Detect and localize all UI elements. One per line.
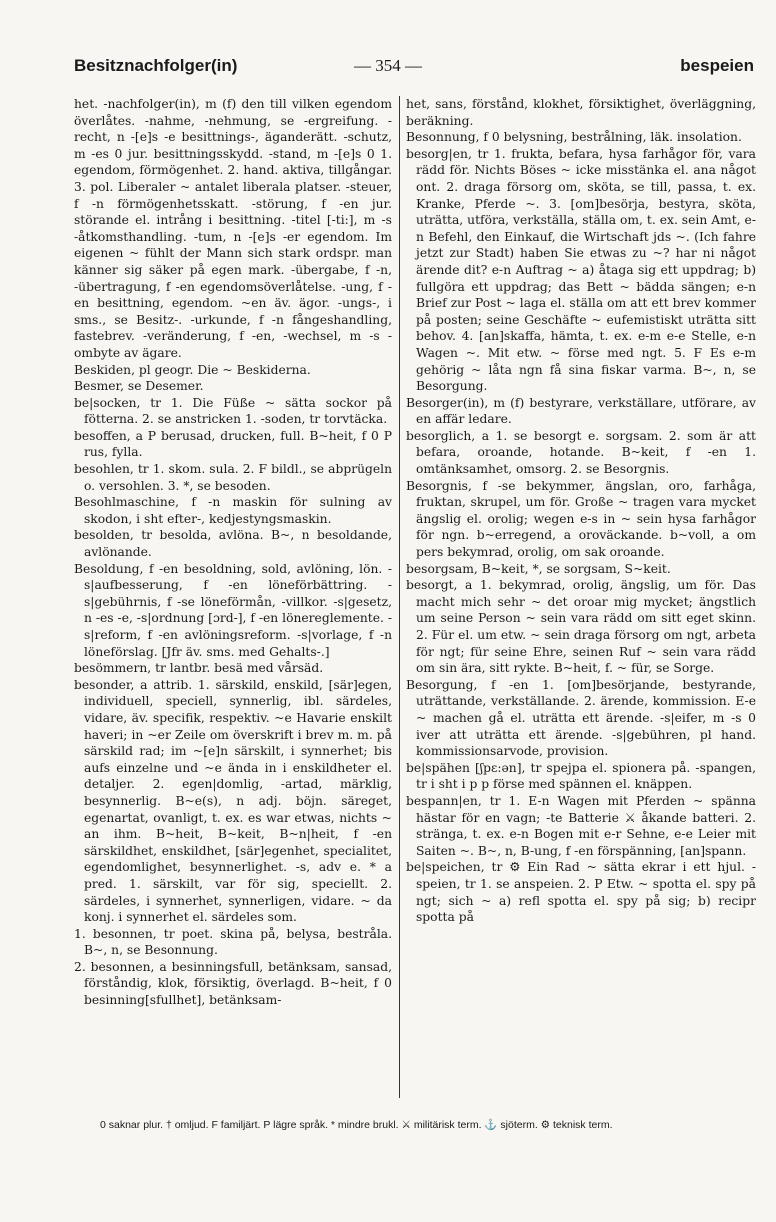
entry: be|socken, tr 1. Die Füße ~ sätta sockor på fötterna. 2. se anstricken 1. -soden, tr torvtäcka. <box>74 395 392 427</box>
entry: be|speichen, tr ⚙ Ein Rad ~ sätta ekrar i ett hjul. -speien, tr 1. se anspeien. 2. P Etw. ~ spotta el. spy på ngt; sich ~ a) refl spotta el. spy på sig; b) recipr spotta på <box>406 860 756 925</box>
entry: Besoldung, f -en besoldning, sold, avlöning, lön. -s|aufbesserung, f -en löneförbättring. -s|gebührnis, f -se löneförmån, -villkor. -s|gesetz, n -es -e, -s|ordnung [ɔrd-], f -en lönereglemente. -s|reform, f -en avlöningsreform. -s|vorlage, f -n löneförslag. [Jfr äv. sms. med Gehalts-.] <box>74 561 392 659</box>
right-column <box>406 96 756 1096</box>
abbreviation-legend: 0 saknar plur. † omljud. F familjärt. P lägre språk. * mindre brukl. ⚔ militärisk term. ⚓ sjöterm. ⚙ teknisk term. <box>100 1119 613 1131</box>
entry: Besmer, se Desemer. <box>74 379 204 394</box>
entry: be|spähen [ʃpɛ:ən], tr spejpa el. spionera på. -spangen, tr i sht i p p förse med spännen el. knäppen. <box>406 760 756 792</box>
entry: 1. besonnen, tr poet. skina på, belysa, bestråla. B~, n, se Besonnung. <box>74 926 392 958</box>
entry: besoffen, a P berusad, drucken, full. B~heit, f 0 P rus, fylla. <box>74 428 392 460</box>
entry: besorgsam, B~keit, *, se sorgsam, S~keit. <box>406 561 671 576</box>
entry: Besorger(in), m (f) bestyrare, verkställare, utförare, av en affär ledare. <box>406 395 756 427</box>
entry: Besorgnis, f -se bekymmer, ängslan, oro, farhåga, fruktan, skrupel, um för. Große ~ tragen vara mycket ängslig el. orolig; wegen e-s in ~ sein hysa farhågor för ngn. b~erregend, a oroväckande. b~voll, a om pers bekymrad, orolig, om sak oroande. <box>406 478 756 560</box>
entry: besorglich, a 1. se besorgt e. sorgsam. 2. som är att befara, oroande, hotande. B~keit, f -en 1. omtänksamhet, omsorg. 2. se Besorgnis. <box>406 428 756 477</box>
entry: besohlen, tr 1. skom. sula. 2. F bildl., se abprügeln o. versohlen. 3. *, se besoden. <box>74 462 392 493</box>
column-divider <box>399 96 400 1098</box>
header-first-headword: Besitznachfolger(in) <box>74 56 238 75</box>
entry: Beskiden, pl geogr. Die ~ Beskiderna. <box>74 362 311 377</box>
left-column <box>74 96 392 1096</box>
entry: het, sans, förstånd, klokhet, försiktighet, överläggning, beräkning. <box>406 97 756 128</box>
entry: Besohlmaschine, f -n maskin för sulning av skodon, i sht efter-, kedjestyngsmaskin. <box>74 495 392 526</box>
entry: 2. besonnen, a besinningsfull, betänksam, sansad, förståndig, klok, försiktig, överlagd. B~heit, f 0 besinning[sfullhet], betänksam- <box>74 959 392 1008</box>
entry: besömmern, tr lantbr. besä med vårsäd. <box>74 661 324 676</box>
entry: Besonnung, f 0 belysning, bestrålning, läk. insolation. <box>406 130 742 145</box>
entry: het. -nachfolger(in), m (f) den till vilken egendom överlåtes. -nahme, -nehmung, se -ergreifung. -recht, n -[e]s -e besittnings-, äganderätt. -schutz, m -es 0 jur. besittningsskydd. -stand, m -[e]s 0 1. egendom, förmögenhet. 2. hand. aktiva, tillgångar. 3. pol. Liberaler ~ antalet liberala platser. -steuer, f -n förmögenhetsskatt. -störung, f -en jur. störande el. intrång i besittning. -titel [-ti:], m -s -åtkomsthandling. -tum, n -[e]s -er egendom. Im eigenen ~ fühlt der Mann sich stark ordspr. man känner sig säker på egen mark. -übergabe, f -n, -übertragung, f -en egendomsöverlåtelse. -ung, f -en besittning, egendom. ~en äv. ägor. -ungs-, i sms., se Besitz-. -urkunde, f -n fångeshandling, fastebrev. -veränderung, f -en, -wechsel, m -s -ombyte av ägare. <box>74 97 392 360</box>
page-number: — 354 — <box>354 56 422 75</box>
entry: besonder, a attrib. 1. särskild, enskild, [sär]egen, individuell, speciell, synnerlig, ibl. särdeles, vidare, äv. specifik, respektiv. ~e Havarie enskilt haveri; in ~er Zeile om överskrift i brev m. m. på särskild rad; im ~[e]n särskilt, i synnerhet; bis aufs einzelne und ~e ända in i enskildheter el. detaljer. 2. egen|domlig, -artad, märklig, besynnerlig. B~e(s), n adj. böjn. säreget, egenartat, ovanligt, t. ex. es war etwas, nichts ~ an ihm. B~heit, B~keit, B~n|heit, f -en särskildhet, enskildhet, [sär]egenhet, specialitet, egendomlighet, besynnerlighet. -s, adv e. * a pred. 1. särskilt, var för sig, speciellt. 2. särdeles, i synnerhet, synnerligen, vidare. ~ da konj. i synnerhet el. särdeles som. <box>74 677 392 925</box>
page-header <box>74 56 754 80</box>
entry: bespann|en, tr 1. E-n Wagen mit Pferden ~ spänna hästar för en vagn; -te Batterie ⚔ åkande batteri. 2. stränga, t. ex. e-n Bogen mit e-r Sehne, e-e Leier mit Saiten ~. B~, n, B-ung, f -en förspänning, [an]spann. <box>406 793 756 858</box>
entry: besorg|en, tr 1. frukta, befara, hysa farhågor för, vara rädd för. Nichts Böses ~ icke misstänka el. ana något ont. 2. draga försorg om, sköta, se till, passa, t. ex. Kranke, Pferde ~. 3. [om]besörja, bestyra, sköta, uträtta, utföra, verkställa, ställa om, t. ex. sein Amt, e-n Befehl, den Einkauf, die Wirtschaft jds ~. (Ich fahre jetzt zur Stadt) haben Sie etwas zu ~? har ni något ärende dit? e-n Auftrag ~ a) åtaga sig ett uppdrag; b) fullgöra ett uppdrag; das Bett ~ bädda sängen; e-n Brief zur Post ~ laga el. ställa om att ett brev kommer på posten; seine Geschäfte ~ eufemistiskt uträtta sitt behov. 4. [an]skaffa, hämta, t. ex. e-m e-e Stelle, e-n Wagen ~. Mit etw. ~ förse med ngt. 5. F Es e-m gehörig ~ låta ngn få sina fiskar varma. B~, n, se Besorgung. <box>406 146 756 394</box>
entry: besorgt, a 1. bekymrad, orolig, ängslig, um för. Das macht mich sehr ~ det oroar mig mycket; ängstlich um seine Person ~ sein vara rädd om sitt eget skinn. 2. Für el. um etw. ~ sein draga försorg om ngt, arbeta för ngt; für seine Ehre, seinen Ruf ~ sein vara rädd om sin ära, sitt rykte. B~heit, f. ~ für, se Sorge. <box>406 578 756 676</box>
header-last-headword: bespeien <box>680 56 754 75</box>
entry: besolden, tr besolda, avlöna. B~, n besoldande, avlönande. <box>74 528 392 560</box>
entry: Besorgung, f -en 1. [om]besörjande, bestyrande, uträttande, verkställande. 2. ärende, kommission. E-e ~ machen gå el. uträtta ett ärende. -s|eifer, m -s 0 iver att uträtta ett ärende. -s|gebühren, pl hand. kommissionsarvode, provision. <box>406 677 756 759</box>
